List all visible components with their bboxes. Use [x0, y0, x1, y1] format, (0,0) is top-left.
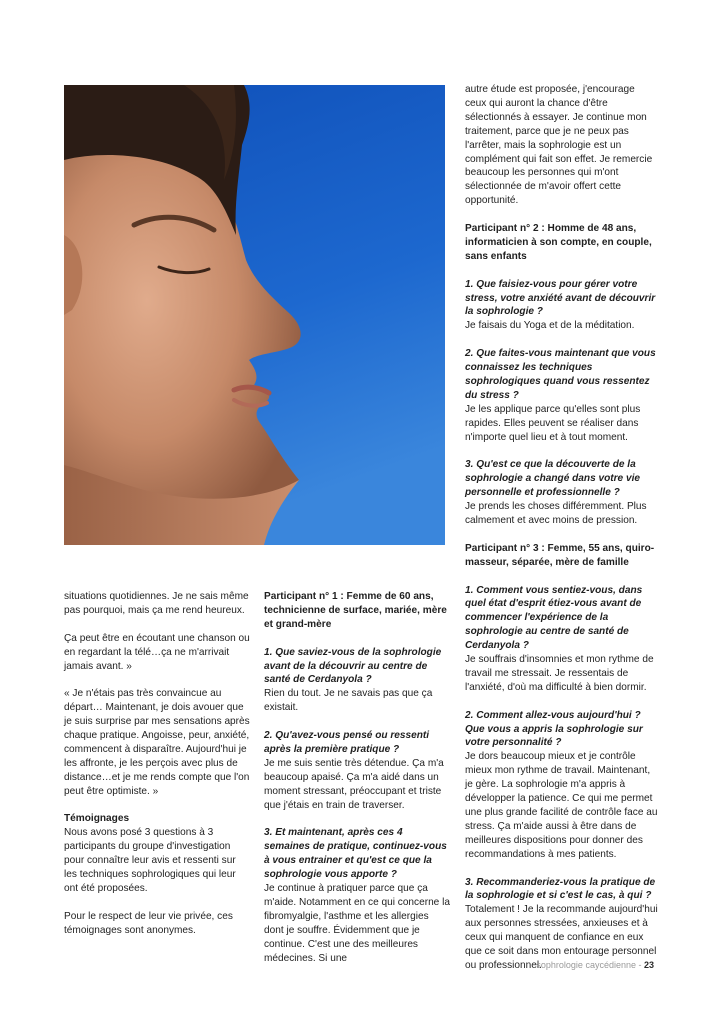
question: 2. Qu'avez-vous pensé ou ressenti après la première pratique ? — [264, 730, 430, 755]
woman-profile-illustration — [64, 85, 445, 545]
question: 1. Comment vous sentiez-vous, dans quel état d'esprit étiez-vous avant de commencer l'expérience de la sophrologie au centre de santé de Cerdanyola ? — [465, 584, 643, 652]
question: 3. Et maintenant, après ces 4 semaines de pratique, continuez-vous à vous entrainer et qu'est ce que la sophrologie vous apporte ? — [264, 827, 447, 881]
paragraph: Pour le respect de leur vie privée, ces témoignages sont anonymes. — [64, 910, 233, 936]
participant-heading: Participant n° 1 : Femme de 60 ans, technicienne de surface, mariée, mère et grand-mère — [264, 591, 447, 630]
section-heading: Témoignages — [64, 813, 130, 825]
question: 1. Que faisiez-vous pour gérer votre stress, votre anxiété avant de découvrir la sophrologie ? — [465, 278, 656, 318]
question: 3. Recommanderiez-vous la pratique de la sophrologie et si c'est le cas, à qui ? — [465, 876, 656, 902]
paragraph: Ça peut être en écoutant une chanson ou en regardant la télé…ça ne m'arrivait jamais avant. » — [64, 632, 250, 672]
answer-continued: autre étude est proposée, j'encourage ceux qui auront la chance d'être sélectionnés à essayer. Je continue mon traitement, parce que je ne peux pas l'arrêter, mais la sophrologie est un complément qui fait son effet. Je remercie beaucoup les personnes qui m'ont sélectionnée de m'avoir offert cette opportunité. — [465, 84, 653, 207]
answer: Je faisais du Yoga et de la méditation. — [465, 320, 635, 332]
publication-name: sophrologie caycédienne — [536, 960, 636, 970]
column-middle — [264, 590, 451, 979]
paragraph: « Je n'étais pas très convaincue au départ… Maintenant, je dois avouer que je suis surprise par mes sensations après chaque pratique. Angoisse, peur, anxiété, commencent à disparaître. Aujourd'hui je les affronte, je les perçois avec plus de distance…et je me rends compte que l'on peut être optimiste. » — [64, 688, 250, 797]
question: 2. Comment allez-vous aujourd'hui ? Que vous a appris la sophrologie sur votre personnalité ? — [465, 709, 643, 749]
profile-photo — [64, 85, 445, 545]
answer: Je les applique parce qu'elles sont plus rapides. Elles peuvent se réaliser dans n'importe quel lieu et à tout moment. — [465, 403, 641, 443]
question: 2. Que faites-vous maintenant que vous connaissez les techniques sophrologiques quand vous ressentez du stress ? — [465, 348, 656, 401]
answer: Totalement ! Je la recommande aujourd'hui aux personnes stressées, anxieuses et à ceux qui manquent de confiance en eux que ce soit dans mon entourage personnel ou professionnel. — [465, 904, 658, 971]
answer: Je me suis sentie très détendue. Ça m'a beaucoup apaisé. Ça m'a aidé dans un moment stressant, préoccupant et triste que j'étais en train de traverser. — [264, 757, 444, 811]
paragraph: Nous avons posé 3 questions à 3 participants du groupe d'investigation pour connaître leur avis et ressenti sur les techniques sophrologiques qui leur ont été proposées. — [64, 827, 236, 894]
page-footer — [536, 960, 654, 970]
answer: Je souffrais d'insomnies et mon rythme de travail me stressait. Je ressentais de l'anxiété, d'où ma difficulté à bien dormir. — [465, 654, 654, 693]
column-left — [64, 590, 250, 951]
answer: Je continue à pratiquer parce que ça m'aide. Notamment en ce qui concerne la fibromyalgie, l'asthme et les allergies dont je souffre. Évidemment que je continue. C'est une des meilleures médecines. Si une — [264, 882, 450, 964]
participant-heading: Participant n° 2 : Homme de 48 ans, informaticien à son compte, en couple, sans enfants — [465, 223, 652, 262]
answer: Je dors beaucoup mieux et je contrôle mieux mon rythme de travail. Maintenant, je gère. La sophrologie m'a appris à développer la patience. Ce qui me permet une plus grande facilité de contrôle face au stress. Ça m'aide aussi à être dans de meilleures dispositions pour donner des recommandations à mes patients. — [465, 751, 658, 860]
answer: Rien du tout. Je ne savais pas que ça existait. — [264, 688, 433, 714]
question: 1. Que saviez-vous de la sophrologie avant de la découvrir au centre de santé de Cerdanyola ? — [264, 646, 442, 686]
answer: Je prends les choses différemment. Plus calmement et avec moins de pression. — [465, 501, 647, 527]
page-number: 23 — [643, 960, 654, 970]
question: 3. Qu'est ce que la découverte de la sophrologie a changé dans votre vie personnelle et professionnelle ? — [465, 459, 641, 499]
paragraph: situations quotidiennes. Je ne sais même pas pourquoi, mais ça me rend heureux. — [64, 591, 249, 616]
column-right — [465, 83, 658, 987]
footer-separator: - — [635, 960, 644, 970]
participant-heading: Participant n° 3 : Femme, 55 ans, quiro-masseur, séparée, mère de famille — [465, 542, 655, 568]
